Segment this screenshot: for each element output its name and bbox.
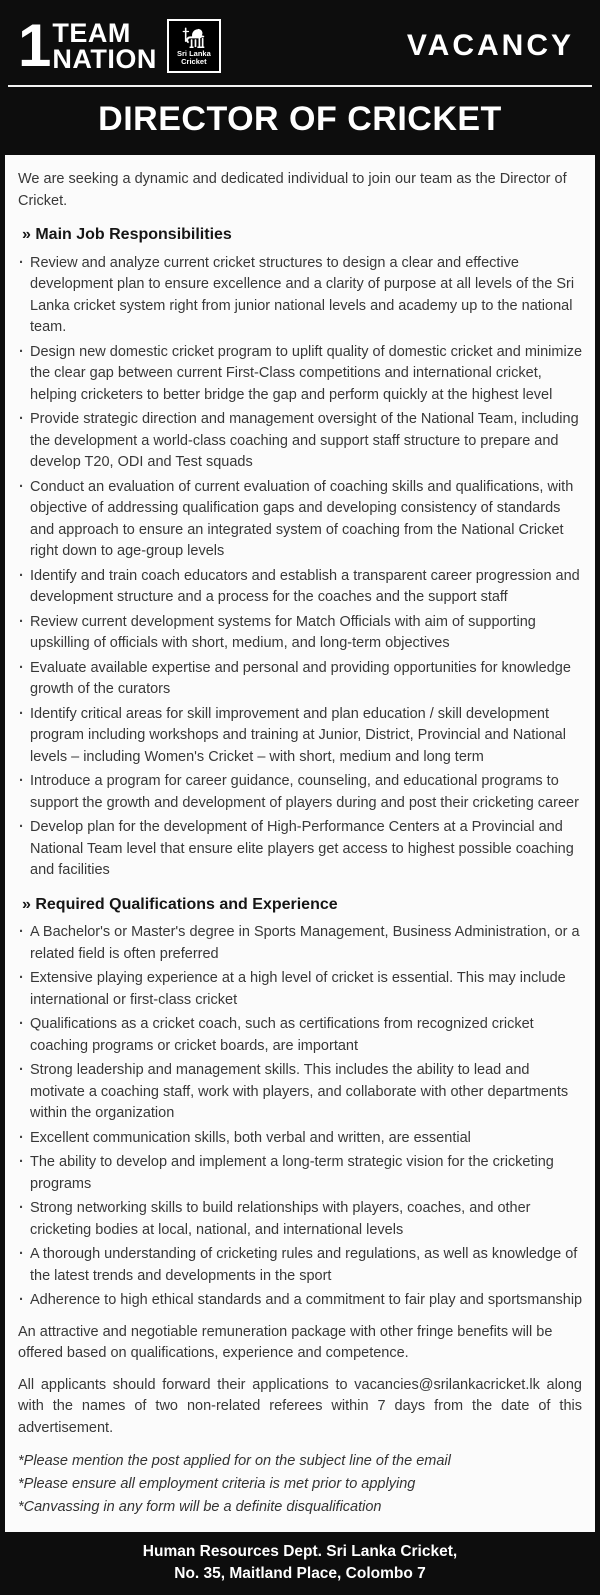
emblem-caption-line2: Cricket	[181, 56, 207, 66]
footnote: *Canvassing in any form will be a definite disqualification	[18, 1499, 382, 1515]
list-item: · Excellent communication skills, both verbal and written, are essential	[16, 1128, 584, 1150]
list-item: · Strong networking skills to build relationships with players, coaches, and other cricketing bodies at local, national, and international levels	[16, 1198, 584, 1241]
list-item: · Provide strategic direction and management oversight of the National Team, including the development a world-class coaching and support staff structure to prepare and develop T20, ODI and Test squads	[16, 409, 584, 474]
list-item: · Evaluate available expertise and personal and providing opportunities for knowledge growth of the curators	[16, 658, 584, 701]
footnote: *Please mention the post applied for on the subject line of the email	[18, 1453, 451, 1469]
one-team-one-nation-logo	[18, 11, 221, 79]
list-item: · Review and analyze current cricket structures to design a clear and effective development plan to ensure excellence and a clarity of purpose at all levels of the Sri Lanka cricket system right from junior national levels and academy up to the national team.	[16, 253, 584, 339]
logo-wordmark	[52, 17, 157, 74]
intro-paragraph: We are seeking a dynamic and dedicated individual to join our team as the Director of Cricket.	[18, 171, 567, 209]
lion-with-sword-icon	[181, 26, 207, 50]
list-item: · Develop plan for the development of High-Performance Centers at a Provincial and National Team level that ensure elite players get access to highest possible coaching and facilities	[16, 817, 584, 882]
emblem-caption-line1: Sri Lanka	[176, 48, 211, 58]
footer-address-line2: No. 35, Maitland Place, Colombo 7	[174, 1565, 426, 1582]
footer-address	[0, 1532, 600, 1595]
header	[0, 0, 600, 85]
list-item: · A Bachelor's or Master's degree in Sports Management, Business Administration, or a related field is often preferred	[16, 922, 584, 965]
qualifications-heading: » Required Qualifications and Experience	[22, 895, 338, 913]
list-item: · Strong leadership and management skills. This includes the ability to lead and motivate a coaching staff, work with players, and collaborate with other departments within the organization	[16, 1060, 584, 1125]
content-panel	[5, 155, 595, 1532]
responsibilities-list	[16, 253, 584, 882]
footnote: *Please ensure all employment criteria is met prior to applying	[18, 1476, 416, 1492]
list-item: · Introduce a program for career guidance, counseling, and educational programs to support the growth and development of players during and post their cricketing career	[16, 771, 584, 814]
list-item: · Identify critical areas for skill improvement and plan education / skill development program including workshops and training at Junior, District, Provincial and National levels – including Women's Cricket – with short, medium and long term	[16, 704, 584, 769]
logo-word-nation: NATION	[52, 43, 157, 74]
list-item: · The ability to develop and implement a long-term strategic vision for the cricketing programs	[16, 1152, 584, 1195]
footer-address-line1: Human Resources Dept. Sri Lanka Cricket,	[142, 1543, 458, 1560]
logo-numeral-one: 1	[18, 11, 50, 79]
responsibilities-heading: » Main Job Responsibilities	[22, 226, 232, 243]
application-instructions-paragraph: All applicants should forward their applications to vacancies@srilankacricket.lk along with the names of two non-related referees within 7 days from the date of this advertisement.	[18, 1376, 582, 1436]
page-title: DIRECTOR OF CRICKET	[98, 100, 502, 138]
remuneration-paragraph: An attractive and negotiable remuneration package with other fringe benefits will be offered based on qualifications, experience and competence.	[18, 1323, 553, 1361]
list-item: · Conduct an evaluation of current evaluation of coaching skills and qualifications, with objective of addressing qualification gaps and developing consistency of standards and approach to ensure an integrated system of coaching from the National Cricket right down to age-group levels	[16, 477, 584, 563]
sri-lanka-cricket-emblem	[167, 19, 221, 73]
list-item: · Review current development systems for Match Officials with aim of supporting upskilling of officials with short, medium, and long-term objectives	[16, 612, 584, 655]
list-item: · Adherence to high ethical standards and a commitment to fair play and sportsmanship	[16, 1290, 584, 1312]
logo-word-team: TEAM	[52, 17, 131, 48]
qualifications-list	[16, 922, 584, 1312]
list-item: · Design new domestic cricket program to uplift quality of domestic cricket and minimize the clear gap between current First-Class competitions and international cricket, helping cricketers to better bridge the gap and perform quickly at the highest level	[16, 342, 584, 407]
vacancy-label: VACANCY	[406, 28, 574, 62]
list-item: · A thorough understanding of cricketing rules and regulations, as well as knowledge of the latest trends and developments in the sport	[16, 1244, 584, 1287]
list-item: · Extensive playing experience at a high level of cricket is essential. This may include international or first-class cricket	[16, 968, 584, 1011]
footnotes	[18, 1451, 582, 1518]
emblem-caption	[177, 50, 211, 66]
list-item: · Identify and train coach educators and establish a transparent career progression and development structure and a process for the coaches and the support staff	[16, 566, 584, 609]
list-item: · Qualifications as a cricket coach, such as certifications from recognized cricket coaching programs or cricket boards, are important	[16, 1014, 584, 1057]
